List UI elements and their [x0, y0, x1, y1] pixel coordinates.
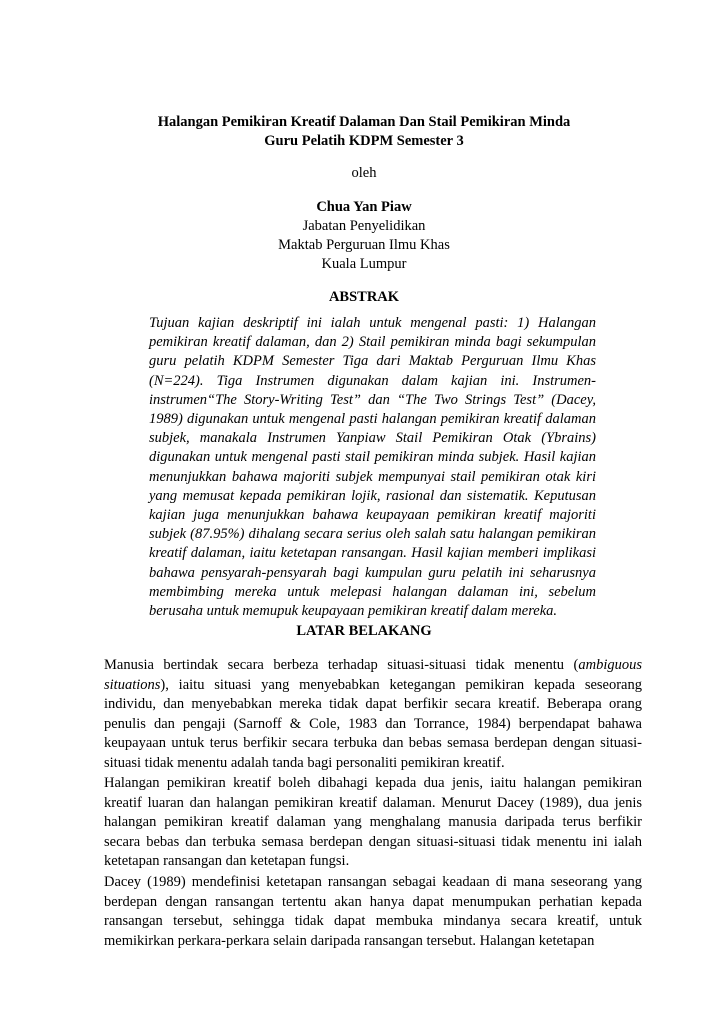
affiliation-city: Kuala Lumpur — [321, 256, 407, 272]
paper-title — [100, 113, 628, 151]
abstract-heading: ABSTRAK — [328, 289, 400, 305]
title-line-2: Guru Pelatih KDPM Semester 3 — [264, 133, 464, 149]
paragraph-1-italic-term: ambiguous situations — [104, 657, 642, 693]
paragraph-2: Halangan pemikiran kreatif boleh dibahagi kepada dua jenis, iaitu halangan pemikiran kreatif luaran dan halangan pemikiran kreatif dalaman. Menurut Dacey (1989), dua jenis halangan pemikiran kreatif dalaman yang menghalang manusia daripada terus berfikir secara bebas dan terbuka semasa berdepan dengan situasi-situasi tidak menentu ini ialah ketetapan ransangan dan ketetapan fungsi. — [104, 775, 642, 869]
section-heading-latar-belakang: LATAR BELAKANG — [296, 623, 432, 639]
paragraph-3: Dacey (1989) mendefinisi ketetapan ransangan sebagai keadaan di mana seseorang yang berdepan dengan ransangan tertentu akan hanya dapat menumpukan perhatian kepada ransangan tersebut, sehingga tidak dapat membuka mindanya secara kreatif, untuk memikirkan perkara-perkara selain daripada ransangan tersebut. Halangan ketetapan — [104, 874, 642, 949]
affiliation-institution: Maktab Perguruan Ilmu Khas — [278, 237, 450, 253]
author-name: Chua Yan Piaw — [316, 199, 412, 215]
byline: oleh — [351, 165, 377, 181]
paragraph-1-text-end: ), iaitu situasi yang menyebabkan ketegangan pemikiran kepada seseorang individu, dan menyebabkan mereka tidak dapat berfikir secara kreatif. Beberapa orang penulis dan pengaji (Sarnoff & Cole, 1983 dan Torrance, 1984) berpendapat bahawa keupayaan untuk terus berfikir secara terbuka dan bebas semasa berdepan dengan situasi-situasi tidak menentu adalah tanda bagi personaliti pemikiran kreatif. — [104, 676, 642, 771]
affiliation-department: Jabatan Penyelidikan — [302, 218, 426, 234]
abstract-text: Tujuan kajian deskriptif ini ialah untuk mengenal pasti: 1) Halangan pemikiran kreatif dalaman, dan 2) Stail pemikiran minda bagi sekumpulan guru pelatih KDPM Semester Tiga dari Maktab Perguruan Ilmu Khas (N=224). Tiga Instrumen digunakan dalam kajian ini. Instrumen-instrumen“The Story-Writing Test” dan “The Two Strings Test” (Dacey, 1989) digunakan untuk mengenal pasti halangan pemikiran kreatif dalaman subjek, manakala Instrumen Yanpiaw Stail Pemikiran Otak (Ybrains) digunakan untuk mengenal pasti stail pemikiran minda subjek. Hasil kajian menunjukkan bahawa majoriti subjek mempunyai stail pemikiran otak kiri yang memusat kepada pemikiran lojik, rasional dan sistematik. Keputusan kajian juga menunjukkan bahawa keupayaan pemikiran kreatif majoriti subjek (87.95%) dihalang secara serius oleh salah satu halangan pemikiran kreatif dalaman, iaitu ketetapan ransangan. Hasil kajian memberi implikasi bahawa pensyarah-pensyarah bagi kumpulan guru pelatih ini seharusnya membimbing mereka untuk melepasi halangan dalaman ini, sebelum berusaha untuk memupuk keupayaan pemikiran kreatif dalam mereka. — [149, 315, 596, 620]
paragraph-1-text-start: Manusia bertindak secara berbeza terhadap situasi-situasi tidak menentu ( — [104, 657, 579, 673]
title-line-1: Halangan Pemikiran Kreatif Dalaman Dan Stail Pemikiran Minda — [157, 114, 571, 130]
paragraph-1 — [104, 656, 642, 773]
